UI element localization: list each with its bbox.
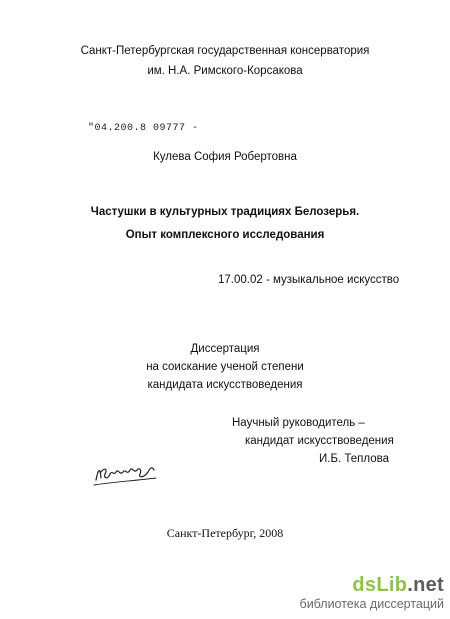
degree-name: кандидата искусствоведения xyxy=(147,379,303,391)
thesis-title: Частушки в культурных традициях Белозерья. xyxy=(90,206,360,218)
logo-ds: ds xyxy=(352,574,377,596)
archive-stamp-number: "04.200.8 09777 - xyxy=(88,123,199,134)
institution-honorific: им. Н.А. Римского-Корсакова xyxy=(147,65,303,77)
author-name: Кулева София Робертовна xyxy=(153,151,297,163)
advisor-name: И.Б. Теплова xyxy=(319,453,390,465)
dslib-logo xyxy=(352,574,444,597)
watermark-subtitle: библиотека диссертаций xyxy=(299,597,444,611)
logo-net: .net xyxy=(407,574,444,596)
dslib-watermark[interactable] xyxy=(280,574,446,614)
logo-lib: Lib xyxy=(376,574,408,596)
author-signature xyxy=(92,458,160,490)
advisor-label: Научный руководитель – xyxy=(232,417,365,429)
dissertation-label: Диссертация xyxy=(190,343,260,355)
degree-purpose: на соискание ученой степени xyxy=(146,361,304,373)
thesis-subtitle: Опыт комплексного исследования xyxy=(125,229,325,241)
institution-name: Санкт-Петербургская государственная консерватория xyxy=(80,45,370,57)
advisor-degree: кандидат искусствоведения xyxy=(245,435,394,447)
city-and-year: Санкт-Петербург, 2008 xyxy=(166,526,284,540)
specialty-code: 17.00.02 - музыкальное искусство xyxy=(218,274,400,286)
